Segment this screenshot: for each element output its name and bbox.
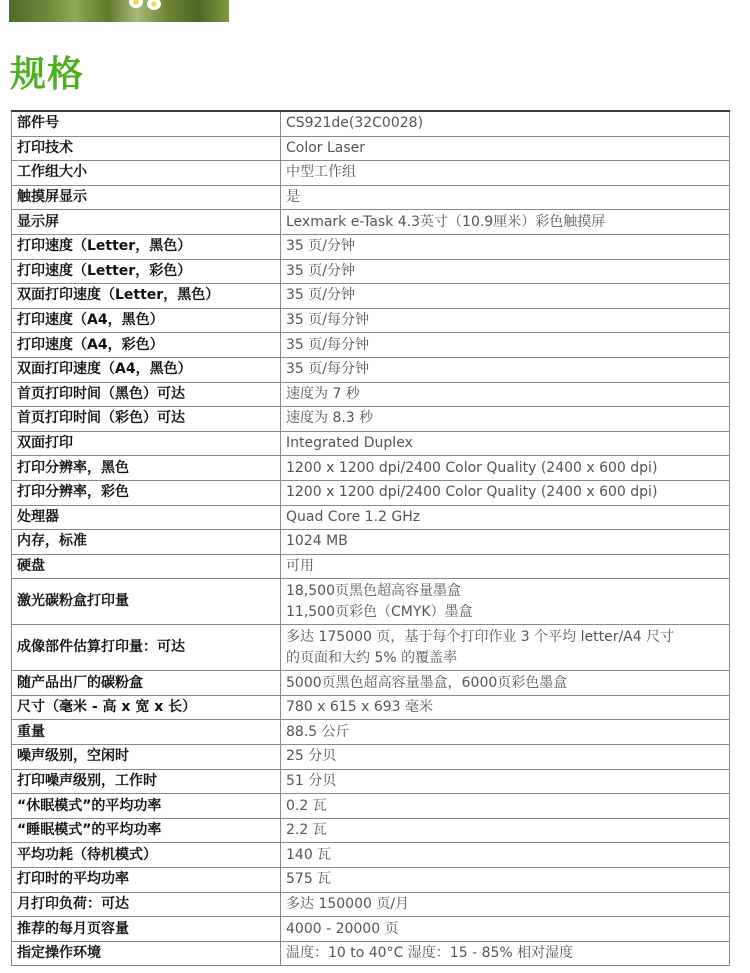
spec-label: 噪声级别，空闲时 — [12, 745, 281, 770]
table-row — [12, 308, 730, 333]
spec-value — [281, 769, 730, 794]
spec-value — [281, 720, 730, 745]
spec-value — [281, 210, 730, 235]
spec-label: 触摸屏显示 — [12, 185, 281, 210]
spec-label: 工作组大小 — [12, 161, 281, 186]
spec-value-line: CS921de(32C0028) — [286, 115, 424, 132]
spec-label: 打印速度（Letter，黑色） — [12, 234, 281, 259]
spec-table — [11, 110, 730, 966]
spec-value-line: Lexmark e-Task 4.3英寸（10.9厘米）彩色触摸屏 — [286, 213, 606, 230]
spec-label: 内存，标准 — [12, 530, 281, 555]
table-row — [12, 695, 730, 720]
spec-value — [281, 259, 730, 284]
table-row — [12, 456, 730, 481]
table-row — [12, 234, 730, 259]
spec-value — [281, 136, 730, 161]
spec-label: 指定操作环境 — [12, 941, 281, 966]
spec-label: “休眠模式”的平均功率 — [12, 794, 281, 819]
spec-label: 首页打印时间（黑色）可达 — [12, 382, 281, 407]
spec-value-line: 多达 150000 页/月 — [286, 895, 410, 912]
table-row — [12, 210, 730, 235]
spec-value — [281, 161, 730, 186]
table-row — [12, 382, 730, 407]
spec-value-line: 25 分贝 — [286, 748, 337, 765]
spec-value-line: 温度：10 to 40°C 湿度：15 - 85% 相对湿度 — [286, 945, 574, 962]
spec-value-line: 5000页黑色超高容量墨盒，6000页彩色墨盒 — [286, 674, 568, 691]
spec-value — [281, 818, 730, 843]
spec-value — [281, 843, 730, 868]
spec-value — [281, 234, 730, 259]
spec-label: 随产品出厂的碳粉盒 — [12, 671, 281, 696]
spec-value — [281, 357, 730, 382]
spec-value — [281, 284, 730, 309]
spec-value-line: Quad Core 1.2 GHz — [286, 508, 421, 525]
spec-label: 打印噪声级别，工作时 — [12, 769, 281, 794]
table-row — [12, 505, 730, 530]
spec-value — [281, 407, 730, 432]
table-row — [12, 431, 730, 456]
spec-value-line: 51 分贝 — [286, 772, 337, 789]
spec-value — [281, 530, 730, 555]
table-row — [12, 745, 730, 770]
spec-value-line: 1200 x 1200 dpi/2400 Color Quality (2400 x 600 dpi) — [286, 484, 658, 501]
spec-value-line: 780 x 615 x 693 毫米 — [286, 699, 433, 716]
table-row — [12, 530, 730, 555]
spec-label: 显示屏 — [12, 210, 281, 235]
table-row — [12, 480, 730, 505]
table-row — [12, 917, 730, 942]
table-row — [12, 671, 730, 696]
table-row — [12, 111, 730, 136]
spec-value — [281, 480, 730, 505]
spec-value-line: 是 — [286, 189, 300, 206]
table-row — [12, 769, 730, 794]
spec-value-line: 速度为 7 秒 — [286, 385, 360, 402]
spec-value-line: 18,500页黑色超高容量墨盒 — [286, 582, 461, 599]
spec-value — [281, 333, 730, 358]
table-row — [12, 794, 730, 819]
spec-label: 推荐的每月页容量 — [12, 917, 281, 942]
spec-value — [281, 625, 730, 671]
spec-value — [281, 868, 730, 893]
table-row — [12, 625, 730, 671]
spec-value-line: 中型工作组 — [286, 164, 356, 181]
spec-value-line: 多达 175000 页，基于每个打印作业 3 个平均 letter/A4 尺寸 — [286, 628, 675, 645]
spec-label: 月打印负荷：可达 — [12, 892, 281, 917]
spec-value-line: Color Laser — [286, 139, 366, 156]
table-row — [12, 333, 730, 358]
spec-label: 打印速度（A4，彩色） — [12, 333, 281, 358]
spec-value-line: 35 页/每分钟 — [286, 312, 369, 329]
spec-value — [281, 671, 730, 696]
page-title: 规格 — [10, 54, 85, 95]
table-row — [12, 357, 730, 382]
table-row — [12, 892, 730, 917]
daisy-flower — [147, 0, 161, 10]
spec-value-line: 140 瓦 — [286, 846, 332, 863]
spec-label: 处理器 — [12, 505, 281, 530]
spec-value-line: 2.2 瓦 — [286, 822, 327, 839]
spec-label: 硬盘 — [12, 554, 281, 579]
spec-value-line: 35 页/每分钟 — [286, 336, 369, 353]
header-photo-strip — [9, 0, 229, 22]
spec-label: “睡眠模式”的平均功率 — [12, 818, 281, 843]
spec-label: 激光碳粉盒打印量 — [12, 579, 281, 625]
table-row — [12, 284, 730, 309]
table-row — [12, 407, 730, 432]
spec-value-line: 11,500页彩色（CMYK）墨盒 — [286, 603, 473, 620]
table-row — [12, 868, 730, 893]
spec-table-body — [12, 111, 730, 966]
spec-value — [281, 308, 730, 333]
spec-label: 尺寸（毫米 - 高 x 宽 x 长） — [12, 695, 281, 720]
spec-value-line: 35 页/分钟 — [286, 238, 355, 255]
table-row — [12, 161, 730, 186]
table-row — [12, 818, 730, 843]
table-row — [12, 720, 730, 745]
spec-value-line: 4000 - 20000 页 — [286, 920, 399, 937]
table-row — [12, 185, 730, 210]
spec-value-line: 35 页/分钟 — [286, 287, 355, 304]
spec-value-line: 1200 x 1200 dpi/2400 Color Quality (2400 x 600 dpi) — [286, 459, 658, 476]
table-row — [12, 941, 730, 966]
spec-label: 打印速度（A4，黑色） — [12, 308, 281, 333]
spec-label: 打印时的平均功率 — [12, 868, 281, 893]
spec-label: 打印速度（Letter，彩色） — [12, 259, 281, 284]
spec-value — [281, 431, 730, 456]
spec-label: 打印分辨率，彩色 — [12, 480, 281, 505]
spec-value-line: 速度为 8.3 秒 — [286, 410, 374, 427]
spec-value-line: 1024 MB — [286, 533, 348, 550]
spec-label: 打印技术 — [12, 136, 281, 161]
spec-value — [281, 695, 730, 720]
table-row — [12, 554, 730, 579]
spec-value — [281, 892, 730, 917]
spec-value-line: 可用 — [286, 557, 314, 574]
spec-value-line: 88.5 公斤 — [286, 723, 350, 740]
daisy-flower — [129, 0, 143, 8]
spec-label: 双面打印 — [12, 431, 281, 456]
spec-label: 双面打印速度（Letter，黑色） — [12, 284, 281, 309]
spec-label: 重量 — [12, 720, 281, 745]
spec-value — [281, 554, 730, 579]
spec-value — [281, 917, 730, 942]
spec-value-line: 的页面和大约 5% 的覆盖率 — [286, 649, 458, 666]
table-row — [12, 259, 730, 284]
spec-label: 成像部件估算打印量：可达 — [12, 625, 281, 671]
spec-value — [281, 794, 730, 819]
spec-value — [281, 745, 730, 770]
spec-value-line: 0.2 瓦 — [286, 797, 327, 814]
table-row — [12, 579, 730, 625]
spec-value — [281, 505, 730, 530]
spec-value — [281, 185, 730, 210]
spec-value-line: 35 页/每分钟 — [286, 361, 369, 378]
spec-value — [281, 382, 730, 407]
spec-value — [281, 456, 730, 481]
spec-value — [281, 111, 730, 136]
spec-label: 打印分辨率，黑色 — [12, 456, 281, 481]
spec-value — [281, 579, 730, 625]
table-row — [12, 843, 730, 868]
spec-label: 平均功耗（待机模式） — [12, 843, 281, 868]
spec-value-line: 35 页/分钟 — [286, 262, 355, 279]
spec-label: 首页打印时间（彩色）可达 — [12, 407, 281, 432]
spec-label: 双面打印速度（A4，黑色） — [12, 357, 281, 382]
spec-label: 部件号 — [12, 111, 281, 136]
table-row — [12, 136, 730, 161]
spec-value-line: Integrated Duplex — [286, 435, 413, 452]
spec-value-line: 575 瓦 — [286, 871, 332, 888]
spec-value — [281, 941, 730, 966]
